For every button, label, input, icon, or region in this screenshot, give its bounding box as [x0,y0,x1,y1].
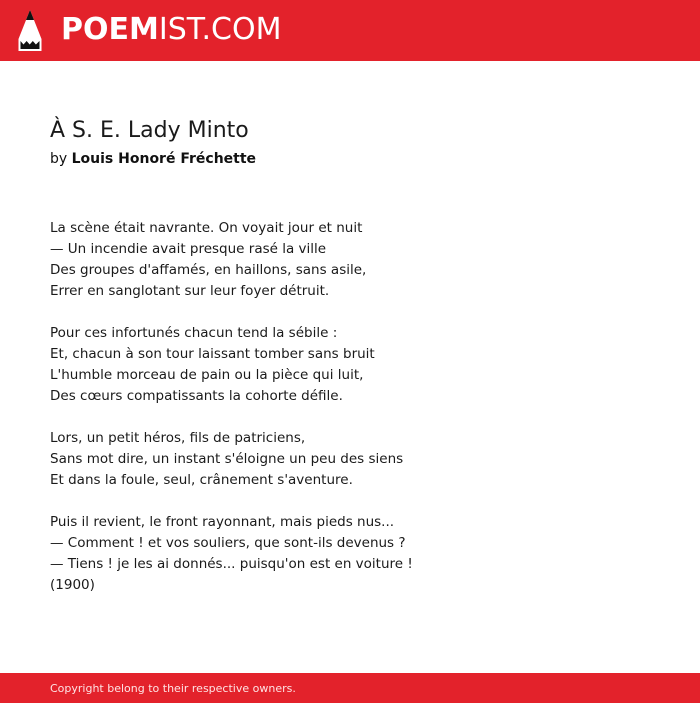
poem-line: — Tiens ! je les ai donnés... puisqu'on est en voiture ! [50,556,413,572]
poem-line: Et dans la foule, seul, crânement s'aventure. [50,472,353,488]
site-header [0,0,700,61]
poem-line: Errer en sanglotant sur leur foyer détruit. [50,283,330,299]
stanza [50,428,650,491]
poem-byline [50,149,256,169]
poem-body [50,218,650,596]
poem-line: Sans mot dire, un instant s'éloigne un peu des siens [50,451,404,467]
poem-author: Louis Honoré Fréchette [71,151,257,167]
copyright-text: Copyright belong to their respective owners. [50,682,296,695]
logo-text-bold: POEM [61,12,159,47]
stanza [50,512,650,596]
poem-title: À S. E. Lady Minto [50,118,249,143]
pencil-tip-icon[interactable] [18,10,42,51]
poem-date: (1900) [50,577,95,593]
poem-line: Des cœurs compatissants la cohorte défile. [50,388,343,404]
by-label: by [50,151,68,167]
poem-line: Pour ces infortunés chacun tend la sébile : [50,325,338,341]
stanza [50,218,650,302]
poem-line: L'humble morceau de pain ou la pièce qui luit, [50,367,364,383]
poem-line: — Comment ! et vos souliers, que sont-ils devenus ? [50,535,406,551]
poem-line: — Un incendie avait presque rasé la ville [50,241,327,257]
site-footer [0,673,700,703]
stanza-gap [50,407,650,428]
logo-text-light: IST.COM [158,12,282,47]
poem-line: Des groupes d'affamés, en haillons, sans asile, [50,262,367,278]
site-logo[interactable] [61,12,281,48]
stanza-gap [50,302,650,323]
poem-line: Et, chacun à son tour laissant tomber sans bruit [50,346,375,362]
poem-line: La scène était navrante. On voyait jour et nuit [50,220,363,236]
stanza [50,323,650,407]
poem-line: Lors, un petit héros, fils de patriciens, [50,430,306,446]
poem-line: Puis il revient, le front rayonnant, mais pieds nus... [50,514,395,530]
stanza-gap [50,491,650,512]
